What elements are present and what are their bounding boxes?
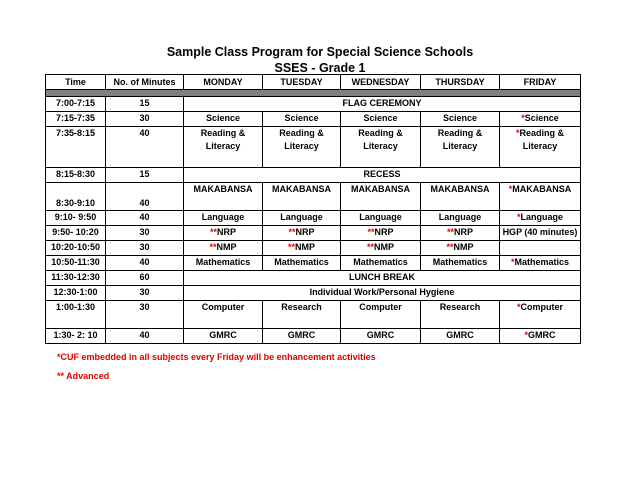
time-cell: 1:30- 2: 10 bbox=[46, 329, 106, 344]
wednesday-cell bbox=[341, 241, 421, 256]
header-row bbox=[46, 75, 581, 90]
friday-cell bbox=[500, 211, 581, 226]
friday-subject: GMRC bbox=[528, 330, 556, 340]
span-cell: FLAG CEREMONY bbox=[184, 97, 581, 112]
thursday-cell bbox=[421, 226, 500, 241]
cuf-note: *CUF embedded in all subjects every Friday will be enhancement activities bbox=[57, 352, 376, 362]
monday-cell bbox=[184, 226, 263, 241]
table-row bbox=[46, 226, 581, 241]
friday-marker: * bbox=[510, 257, 515, 267]
advanced-marker: ** bbox=[209, 227, 217, 237]
monday-cell: Reading & Literacy bbox=[184, 127, 263, 168]
page-title: Sample Class Program for Special Science Schools bbox=[166, 45, 474, 59]
advanced-marker: ** bbox=[367, 227, 375, 237]
header-thursday: THURSDAY bbox=[421, 75, 500, 90]
friday-subject: Computer bbox=[520, 302, 563, 312]
friday-cell: HGP (40 minutes) bbox=[500, 226, 581, 241]
friday-marker: * bbox=[521, 113, 525, 123]
time-cell: 10:20-10:50 bbox=[46, 241, 106, 256]
thursday-cell: Language bbox=[421, 211, 500, 226]
advanced-marker: ** bbox=[209, 242, 217, 252]
minutes-cell: 40 bbox=[106, 127, 184, 168]
friday-cell bbox=[500, 183, 581, 211]
time-cell: 9:50- 10:20 bbox=[46, 226, 106, 241]
minutes-cell: 15 bbox=[106, 97, 184, 112]
friday-cell bbox=[500, 112, 581, 127]
monday-cell: Science bbox=[184, 112, 263, 127]
subject: NMP bbox=[216, 242, 237, 252]
advanced-marker: ** bbox=[288, 227, 296, 237]
table-row bbox=[46, 256, 581, 271]
friday-cell bbox=[500, 301, 581, 329]
span-cell: Individual Work/Personal Hygiene bbox=[184, 286, 581, 301]
time-cell: 9:10- 9:50 bbox=[46, 211, 106, 226]
friday-subject: Reading & Literacy bbox=[519, 128, 565, 151]
wednesday-cell: MAKABANSA bbox=[341, 183, 421, 211]
friday-marker: * bbox=[524, 330, 528, 340]
tuesday-cell bbox=[263, 241, 341, 256]
monday-cell: GMRC bbox=[184, 329, 263, 344]
subject: NRP bbox=[374, 227, 394, 237]
tuesday-cell: Mathematics bbox=[263, 256, 341, 271]
header-wednesday: WEDNESDAY bbox=[341, 75, 421, 90]
thursday-cell: Mathematics bbox=[421, 256, 500, 271]
friday-marker: * bbox=[508, 184, 513, 194]
subject: NRP bbox=[295, 227, 315, 237]
table-row bbox=[46, 168, 581, 183]
minutes-cell: 40 bbox=[106, 329, 184, 344]
wednesday-cell: Computer bbox=[341, 301, 421, 329]
time-cell: 8:15-8:30 bbox=[46, 168, 106, 183]
friday-marker: * bbox=[515, 128, 520, 138]
subject: NMP bbox=[295, 242, 315, 252]
minutes-cell: 30 bbox=[106, 286, 184, 301]
wednesday-cell bbox=[341, 226, 421, 241]
friday-subject: Mathematics bbox=[514, 257, 570, 267]
subject: NRP bbox=[454, 227, 474, 237]
friday-subject: MAKABANSA bbox=[512, 184, 572, 194]
minutes-cell: 30 bbox=[106, 301, 184, 329]
monday-cell bbox=[184, 241, 263, 256]
header-separator bbox=[46, 90, 581, 97]
thursday-cell: GMRC bbox=[421, 329, 500, 344]
time-cell: 11:30-12:30 bbox=[46, 271, 106, 286]
thursday-cell: MAKABANSA bbox=[421, 183, 500, 211]
time-cell: 10:50-11:30 bbox=[46, 256, 106, 271]
wednesday-cell: Mathematics bbox=[341, 256, 421, 271]
table-row bbox=[46, 183, 581, 211]
span-cell: RECESS bbox=[184, 168, 581, 183]
table-row bbox=[46, 301, 581, 329]
minutes-cell: 30 bbox=[106, 241, 184, 256]
tuesday-cell: Science bbox=[263, 112, 341, 127]
subject: NMP bbox=[453, 242, 474, 252]
header-friday: FRIDAY bbox=[500, 75, 581, 90]
table-row bbox=[46, 112, 581, 127]
time-cell: 7:15-7:35 bbox=[46, 112, 106, 127]
wednesday-cell: Science bbox=[341, 112, 421, 127]
subject: NRP bbox=[217, 227, 237, 237]
page-subtitle: SSES - Grade 1 bbox=[274, 61, 366, 75]
table-row bbox=[46, 211, 581, 226]
header-time: Time bbox=[46, 75, 106, 90]
tuesday-cell: Language bbox=[263, 211, 341, 226]
advanced-marker: ** bbox=[287, 242, 295, 252]
minutes-cell: 30 bbox=[106, 112, 184, 127]
thursday-cell: Reading & Literacy bbox=[421, 127, 500, 168]
tuesday-cell: MAKABANSA bbox=[263, 183, 341, 211]
advanced-marker: ** bbox=[446, 242, 454, 252]
table-row bbox=[46, 127, 581, 168]
advanced-marker: ** bbox=[446, 227, 454, 237]
friday-subject: Language bbox=[520, 212, 564, 222]
tuesday-cell bbox=[263, 226, 341, 241]
minutes-cell: 40 bbox=[106, 183, 184, 211]
wednesday-cell: GMRC bbox=[341, 329, 421, 344]
thursday-cell bbox=[421, 241, 500, 256]
table-row bbox=[46, 271, 581, 286]
span-cell: LUNCH BREAK bbox=[184, 271, 581, 286]
tuesday-cell: GMRC bbox=[263, 329, 341, 344]
friday-cell bbox=[500, 329, 581, 344]
time-cell: 1:00-1:30 bbox=[46, 301, 106, 329]
time-cell: 7:35-8:15 bbox=[46, 127, 106, 168]
minutes-cell: 40 bbox=[106, 211, 184, 226]
tuesday-cell: Reading & Literacy bbox=[263, 127, 341, 168]
time-cell: 7:00-7:15 bbox=[46, 97, 106, 112]
header-minutes: No. of Minutes bbox=[106, 75, 184, 90]
wednesday-cell: Reading & Literacy bbox=[341, 127, 421, 168]
table-row bbox=[46, 97, 581, 112]
minutes-cell: 15 bbox=[106, 168, 184, 183]
friday-marker: * bbox=[516, 302, 521, 312]
friday-cell bbox=[500, 241, 581, 256]
advanced-marker: ** bbox=[366, 242, 374, 252]
table-row bbox=[46, 241, 581, 256]
tuesday-cell: Research bbox=[263, 301, 341, 329]
thursday-cell: Research bbox=[421, 301, 500, 329]
header-monday: MONDAY bbox=[184, 75, 263, 90]
wednesday-cell: Language bbox=[341, 211, 421, 226]
monday-cell: Language bbox=[184, 211, 263, 226]
header-tuesday: TUESDAY bbox=[263, 75, 341, 90]
time-cell: 8:30-9:10 bbox=[46, 183, 106, 211]
time-cell: 12:30-1:00 bbox=[46, 286, 106, 301]
monday-cell: MAKABANSA bbox=[184, 183, 263, 211]
subject: NMP bbox=[374, 242, 394, 252]
thursday-cell: Science bbox=[421, 112, 500, 127]
friday-cell bbox=[500, 256, 581, 271]
minutes-cell: 60 bbox=[106, 271, 184, 286]
minutes-cell: 40 bbox=[106, 256, 184, 271]
friday-cell bbox=[500, 127, 581, 168]
friday-subject: Science bbox=[524, 113, 559, 123]
table-row bbox=[46, 286, 581, 301]
schedule-table bbox=[45, 74, 581, 344]
table-row bbox=[46, 329, 581, 344]
monday-cell: Computer bbox=[184, 301, 263, 329]
monday-cell: Mathematics bbox=[184, 256, 263, 271]
advanced-note: ** Advanced bbox=[57, 371, 110, 381]
friday-marker: * bbox=[516, 212, 521, 222]
minutes-cell: 30 bbox=[106, 226, 184, 241]
